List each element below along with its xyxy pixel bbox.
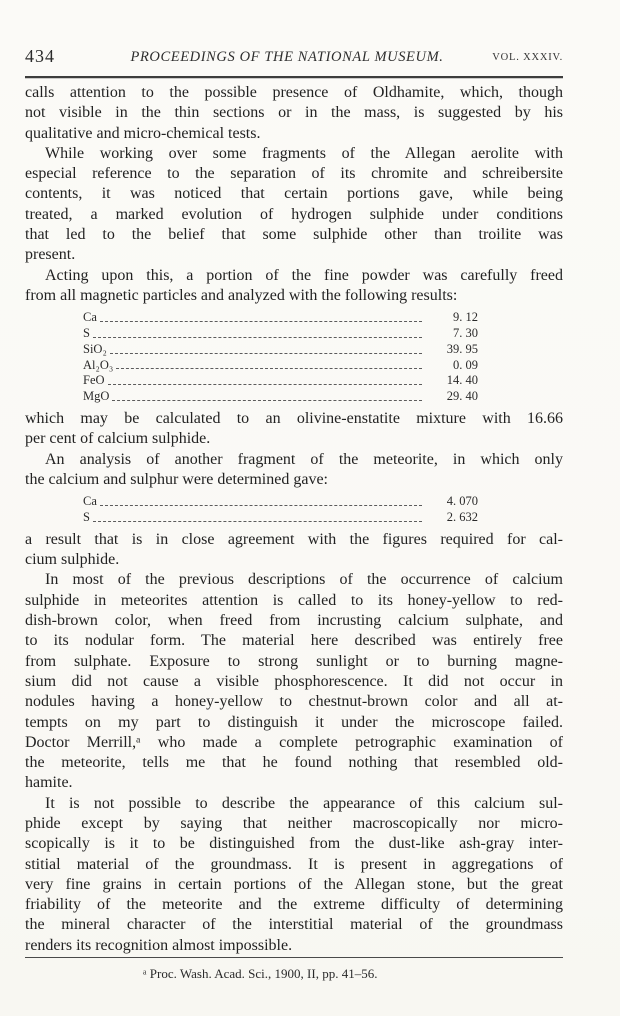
dotted-leader	[116, 368, 422, 369]
text-line: which may be calculated to an olivine-enstatite mixture with 16.66	[25, 410, 563, 428]
text-line: renders its recognition almost impossible.	[25, 936, 293, 954]
table-row-value: 0. 09	[453, 357, 478, 372]
table-row-value: 4. 070	[446, 494, 478, 509]
text-line: to its nodular form. The material here described was entirely free	[25, 632, 563, 650]
text-line: that led to the belief that some sulphide other than troilite was	[25, 226, 563, 244]
text-line: especial reference to the separation of its chromite and schreibersite	[25, 165, 563, 183]
table-row	[83, 373, 478, 389]
table-row	[83, 389, 478, 405]
text-line: It is not possible to describe the appearance of this calcium sul-	[45, 794, 563, 812]
text-line: from sulphate. Exposure to strong sunlight or to burning magne-	[25, 652, 563, 670]
table-row-label: S	[83, 326, 90, 341]
text-line: Doctor Merrill,ᵃ who made a complete petrographic examination of	[25, 733, 563, 751]
page-number: 434	[25, 46, 55, 66]
paragraph	[25, 266, 563, 307]
table-row-value: 39. 95	[446, 341, 478, 356]
dotted-leader	[93, 521, 422, 522]
page-body	[25, 83, 563, 956]
text-line: qualitative and micro-chemical tests.	[25, 124, 261, 142]
text-line: While working over some fragments of the Allegan aerolite with	[45, 144, 563, 162]
table-row-value: 14. 40	[446, 373, 478, 388]
text-line: present.	[25, 246, 76, 264]
table-row	[83, 310, 478, 326]
text-line: per cent of calcium sulphide.	[25, 430, 211, 448]
text-line: Acting upon this, a portion of the fine powder was carefully freed	[45, 266, 563, 284]
table-row	[83, 358, 478, 374]
text-line: dish-brown color, when freed from incrusting calcium sulphate, and	[25, 612, 563, 630]
paragraph	[25, 144, 563, 266]
journal-title: PROCEEDINGS OF THE NATIONAL MUSEUM.	[130, 49, 444, 65]
text-line: contents, it was noticed that certain portions gave, while being	[25, 185, 563, 203]
paragraph	[25, 83, 563, 144]
table-row	[83, 494, 478, 510]
dotted-leader	[108, 384, 422, 385]
text-line: a result that is in close agreement with the figures required for cal-	[25, 530, 563, 548]
table-row-label: SiO₂	[83, 341, 107, 356]
table-row-label: MgO	[83, 389, 110, 404]
table-row-value: 7. 30	[453, 326, 478, 341]
text-line: from all magnetic particles and analyzed with the following results:	[25, 286, 458, 304]
text-line: An analysis of another fragment of the meteorite, in which only	[45, 450, 563, 468]
text-line: the mineral character of the interstitial material of the groundmass	[25, 916, 563, 934]
table-row	[83, 342, 478, 358]
header-rule	[25, 76, 563, 78]
text-line: the meteorite, tells me that he found nothing that resembled old-	[25, 754, 563, 772]
dotted-leader	[110, 353, 422, 354]
text-line: tempts on my part to distinguish it under the microscope failed.	[25, 713, 563, 731]
dotted-leader	[112, 400, 422, 401]
paragraph	[25, 530, 563, 571]
dotted-leader	[100, 505, 422, 506]
volume-label: VOL. XXXIV.	[492, 52, 563, 63]
analysis-table	[83, 310, 478, 405]
running-head	[25, 46, 563, 68]
text-line: the calcium and sulphur were determined gave:	[25, 470, 328, 488]
table-row-value: 2. 632	[446, 510, 478, 525]
text-line: nodules having a honey-yellow to chestnut-brown color and all at-	[25, 693, 563, 711]
text-line: very fine grains in certain portions of the Allegan stone, but the great	[25, 875, 563, 893]
text-line: not visible in the thin sections or in the mass, is suggested by his	[25, 104, 563, 122]
table-row-value: 9. 12	[453, 310, 478, 325]
text-line: scopically is it to be distinguished from the dust-like ash-gray inter-	[25, 835, 563, 853]
text-line: sulphide in meteorites attention is called to its honey-yellow to red-	[25, 591, 563, 609]
text-line: stitial material of the groundmass. It is present in aggregations of	[25, 855, 563, 873]
text-line: friability of the meteorite and the extreme difficulty of determining	[25, 896, 563, 914]
dotted-leader	[93, 337, 422, 338]
text-line: cium sulphide.	[25, 551, 120, 569]
analysis-table	[83, 494, 478, 526]
text-line: In most of the previous descriptions of the occurrence of calcium	[45, 571, 563, 589]
footnote-text: ᵃ Proc. Wash. Acad. Sci., 1900, II, pp. 41–56.	[143, 966, 378, 981]
table-row-label: Ca	[83, 494, 97, 509]
table-row	[83, 510, 478, 526]
dotted-leader	[100, 321, 422, 322]
paragraph	[25, 570, 563, 793]
table-row-label: S	[83, 510, 90, 525]
paragraph	[25, 409, 563, 450]
paragraph	[25, 794, 563, 956]
table-row-label: FeO	[83, 373, 105, 388]
footnote-rule	[25, 957, 563, 958]
text-line: hamite.	[25, 774, 73, 792]
table-row-label: Ca	[83, 310, 97, 325]
paragraph	[25, 450, 563, 491]
table-row	[83, 326, 478, 342]
text-line: treated, a marked evolution of hydrogen sulphide under conditions	[25, 205, 563, 223]
text-line: sium did not cause a visible phosphorescence. It did not occur in	[25, 672, 563, 690]
table-row-label: Al₂O₃	[83, 357, 114, 372]
text-line: phide except by saying that neither macroscopically nor micro-	[25, 814, 563, 832]
text-line: calls attention to the possible presence of Oldhamite, which, though	[25, 84, 563, 101]
table-row-value: 29. 40	[446, 389, 478, 404]
